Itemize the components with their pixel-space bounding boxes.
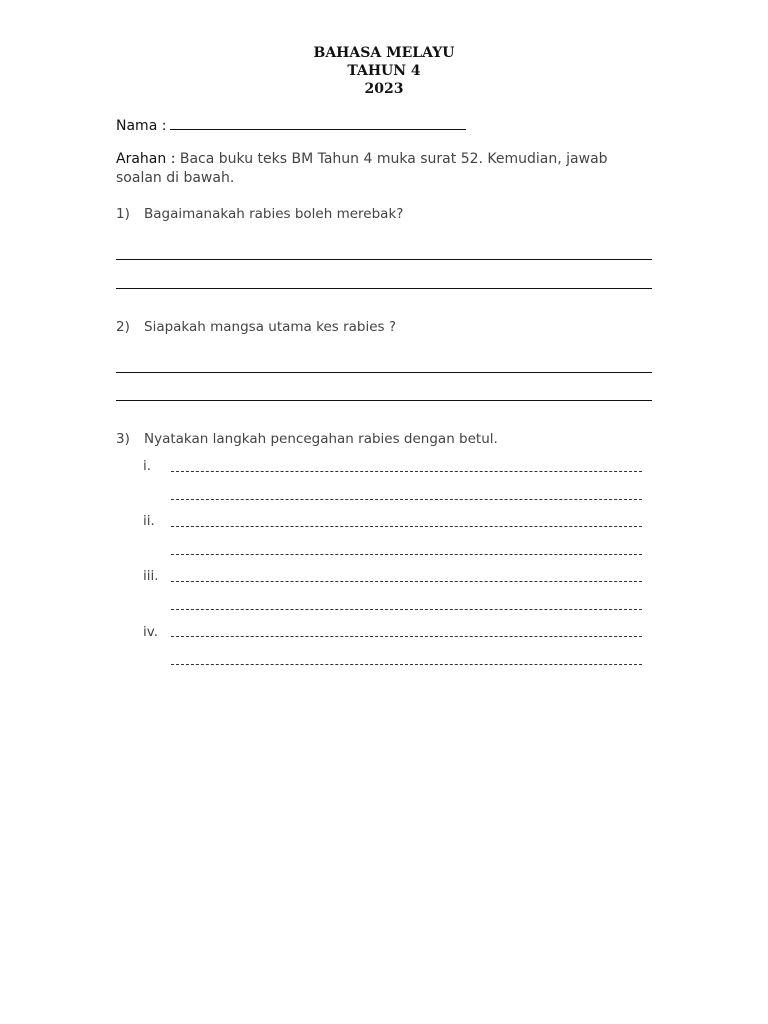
answer-line [116,259,652,260]
question-number: 3) [116,431,130,447]
question-number: 2) [116,319,130,335]
grade-title: TAHUN 4 [347,63,421,79]
dashed-answer-line [171,526,642,527]
instructions-text: Baca buku teks BM Tahun 4 muka surat 52. Kemudian, jawab soalan di bawah. [116,151,608,186]
answer-line [116,288,652,289]
question-number: 1) [116,206,130,222]
name-label: Nama : [116,118,167,134]
dashed-answer-line [171,609,642,610]
question-2 [116,318,396,336]
name-blank-line [170,115,466,130]
dashed-answer-line [171,664,642,665]
dashed-answer-line [171,471,642,472]
name-row [116,115,466,136]
dashed-answer-line [171,554,642,555]
worksheet-header [0,44,768,98]
question-3 [116,430,498,448]
dashed-answer-line [171,636,642,637]
sub-item-label: iv. [143,624,158,640]
answer-line [116,372,652,373]
year-title: 2023 [364,81,404,97]
sub-item-label: i. [143,458,152,474]
answer-line [116,400,652,401]
question-text: Nyatakan langkah pencegahan rabies dengan betul. [144,431,498,447]
question-1 [116,205,403,223]
dashed-answer-line [171,581,642,582]
question-text: Bagaimanakah rabies boleh merebak? [144,206,404,222]
instructions-label: Arahan : [116,151,176,167]
question-text: Siapakah mangsa utama kes rabies ? [144,319,397,335]
dashed-answer-line [171,499,642,500]
sub-item-label: iii. [143,568,159,584]
subject-title: BAHASA MELAYU [313,45,455,61]
sub-item-label: ii. [143,513,155,529]
instructions [116,150,636,188]
